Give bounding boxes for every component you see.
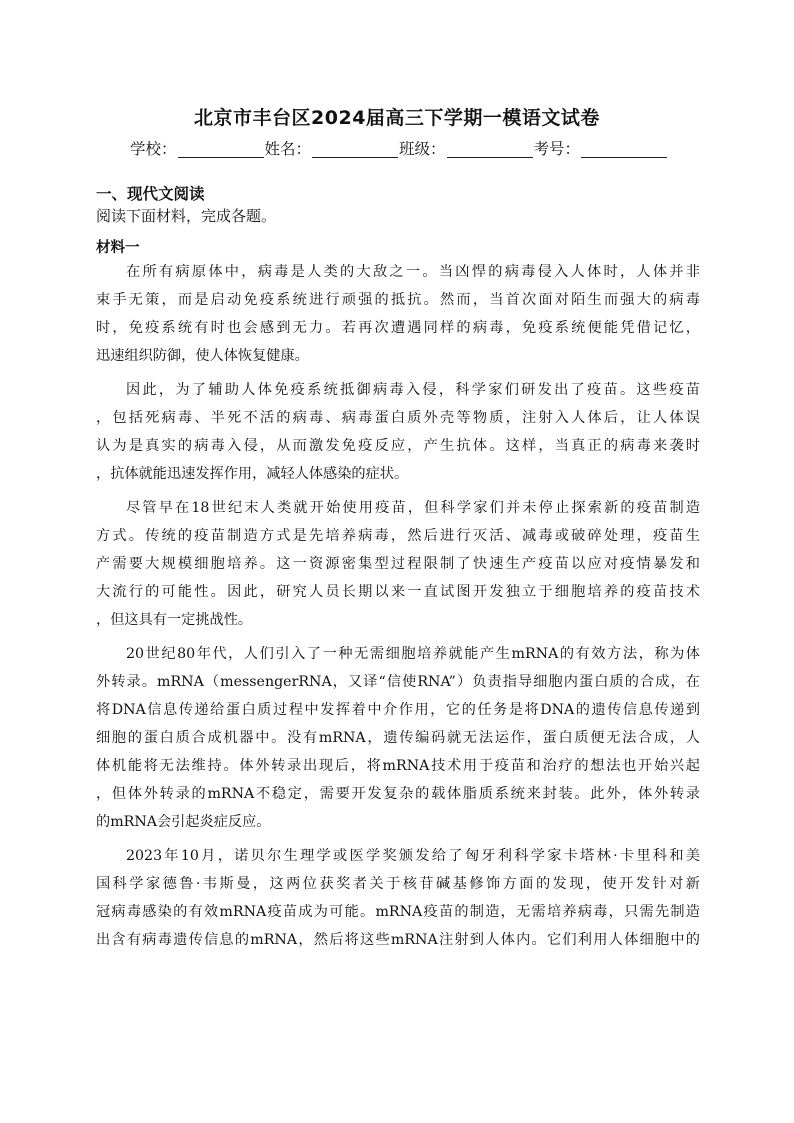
name-label: 姓名： bbox=[264, 140, 312, 158]
school-field[interactable] bbox=[178, 143, 264, 158]
paragraph-line: ，但这具有一定挑战性。 bbox=[96, 612, 253, 628]
paragraph-line: 时，免疫系统有时也会感到无力。若再次遭遇同样的病毒，免疫系统便能凭借记忆， bbox=[96, 320, 700, 336]
paragraph-line: 大流行的可能性。因此，研究人员长期以来一直试图开发独立于细胞培养的疫苗技术 bbox=[96, 584, 700, 600]
paragraph-line: 因此，为了辅助人体免疫系统抵御病毒入侵，科学家们研发出了疫苗。这些疫苗 bbox=[126, 382, 700, 398]
section-heading: 一、现代文阅读 bbox=[96, 185, 205, 203]
paragraph-line: ，但体外转录的mRNA不稳定，需要开发复杂的载体脂质系统来封装。此外，体外转录 bbox=[96, 786, 700, 802]
passage-paragraph bbox=[96, 640, 700, 836]
material-label: 材料一 bbox=[96, 240, 140, 256]
paragraph-line: 将DNA信息传递给蛋白质过程中发挥着中介作用，它的任务是将DNA的遗传信息传递到 bbox=[96, 702, 700, 718]
paragraph-line: ，抗体就能迅速发挥作用，减轻人体感染的症状。 bbox=[96, 466, 409, 482]
paragraph-line: 冠病毒感染的有效mRNA疫苗成为可能。mRNA疫苗的制造，无需培养病毒，只需先制造 bbox=[96, 904, 700, 920]
exam-title: 北京市丰台区2024届高三下学期一模语文试卷 bbox=[194, 107, 600, 129]
exam-number-label: 考号： bbox=[533, 140, 581, 158]
school-label: 学校： bbox=[130, 140, 177, 158]
paragraph-line: 外转录。mRNA（messengerRNA，又译“信使RNA”）负责指导细胞内蛋白质的合成，在 bbox=[96, 674, 700, 690]
class-field[interactable] bbox=[447, 143, 533, 158]
paragraph-line: ，包括死病毒、半死不活的病毒、病毒蛋白质外壳等物质，注射入人体后，让人体误 bbox=[96, 410, 700, 426]
passage-paragraph bbox=[96, 258, 700, 370]
passage-paragraph bbox=[96, 376, 700, 488]
name-field[interactable] bbox=[312, 143, 398, 158]
paragraph-line: 的mRNA会引起炎症反应。 bbox=[96, 814, 271, 830]
paragraph-line: 细胞的蛋白质合成机器中。没有mRNA，遗传编码就无法运作，蛋白质便无法合成，人 bbox=[96, 730, 700, 746]
passage-paragraph bbox=[96, 842, 700, 954]
section-instruction: 阅读下面材料，完成各题。 bbox=[96, 207, 277, 225]
student-info-row bbox=[130, 136, 668, 158]
paragraph-line: 方式。传统的疫苗制造方式是先培养病毒，然后进行灭活、减毒或破碎处理，疫苗生 bbox=[96, 528, 700, 544]
class-label: 班级： bbox=[399, 140, 446, 158]
paragraph-line: 迅速组织防御，使人体恢复健康。 bbox=[96, 348, 309, 364]
paragraph-line: 出含有病毒遗传信息的mRNA，然后将这些mRNA注射到人体内。它们利用人体细胞中的 bbox=[96, 932, 700, 948]
passage-body bbox=[96, 258, 700, 954]
paragraph-line: 尽管早在18世纪末人类就开始使用疫苗，但科学家们并未停止探索新的疫苗制造 bbox=[126, 500, 700, 516]
exam-number-field[interactable] bbox=[581, 143, 667, 158]
paragraph-line: 认为是真实的病毒入侵，从而激发免疫反应，产生抗体。这样，当真正的病毒来袭时 bbox=[96, 438, 700, 454]
paragraph-line: 20世纪80年代，人们引入了一种无需细胞培养就能产生mRNA的有效方法，称为体 bbox=[126, 646, 700, 662]
paragraph-line: 束手无策，而是启动免疫系统进行顽强的抵抗。然而，当首次面对陌生而强大的病毒 bbox=[96, 292, 700, 308]
paragraph-line: 国科学家德鲁·韦斯曼，这两位获奖者关于核苷碱基修饰方面的发现，使开发针对新 bbox=[96, 876, 700, 892]
paragraph-line: 2023年10月，诺贝尔生理学或医学奖颁发给了匈牙利科学家卡塔林·卡里科和美 bbox=[126, 848, 700, 864]
paragraph-line: 体机能将无法维持。体外转录出现后，将mRNA技术用于疫苗和治疗的想法也开始兴起 bbox=[96, 758, 700, 774]
paragraph-line: 在所有病原体中，病毒是人类的大敌之一。当凶悍的病毒侵入人体时，人体并非 bbox=[126, 264, 700, 280]
passage-paragraph bbox=[96, 494, 700, 634]
paragraph-line: 产需要大规模细胞培养。这一资源密集型过程限制了快速生产疫苗以应对疫情暴发和 bbox=[96, 556, 700, 572]
